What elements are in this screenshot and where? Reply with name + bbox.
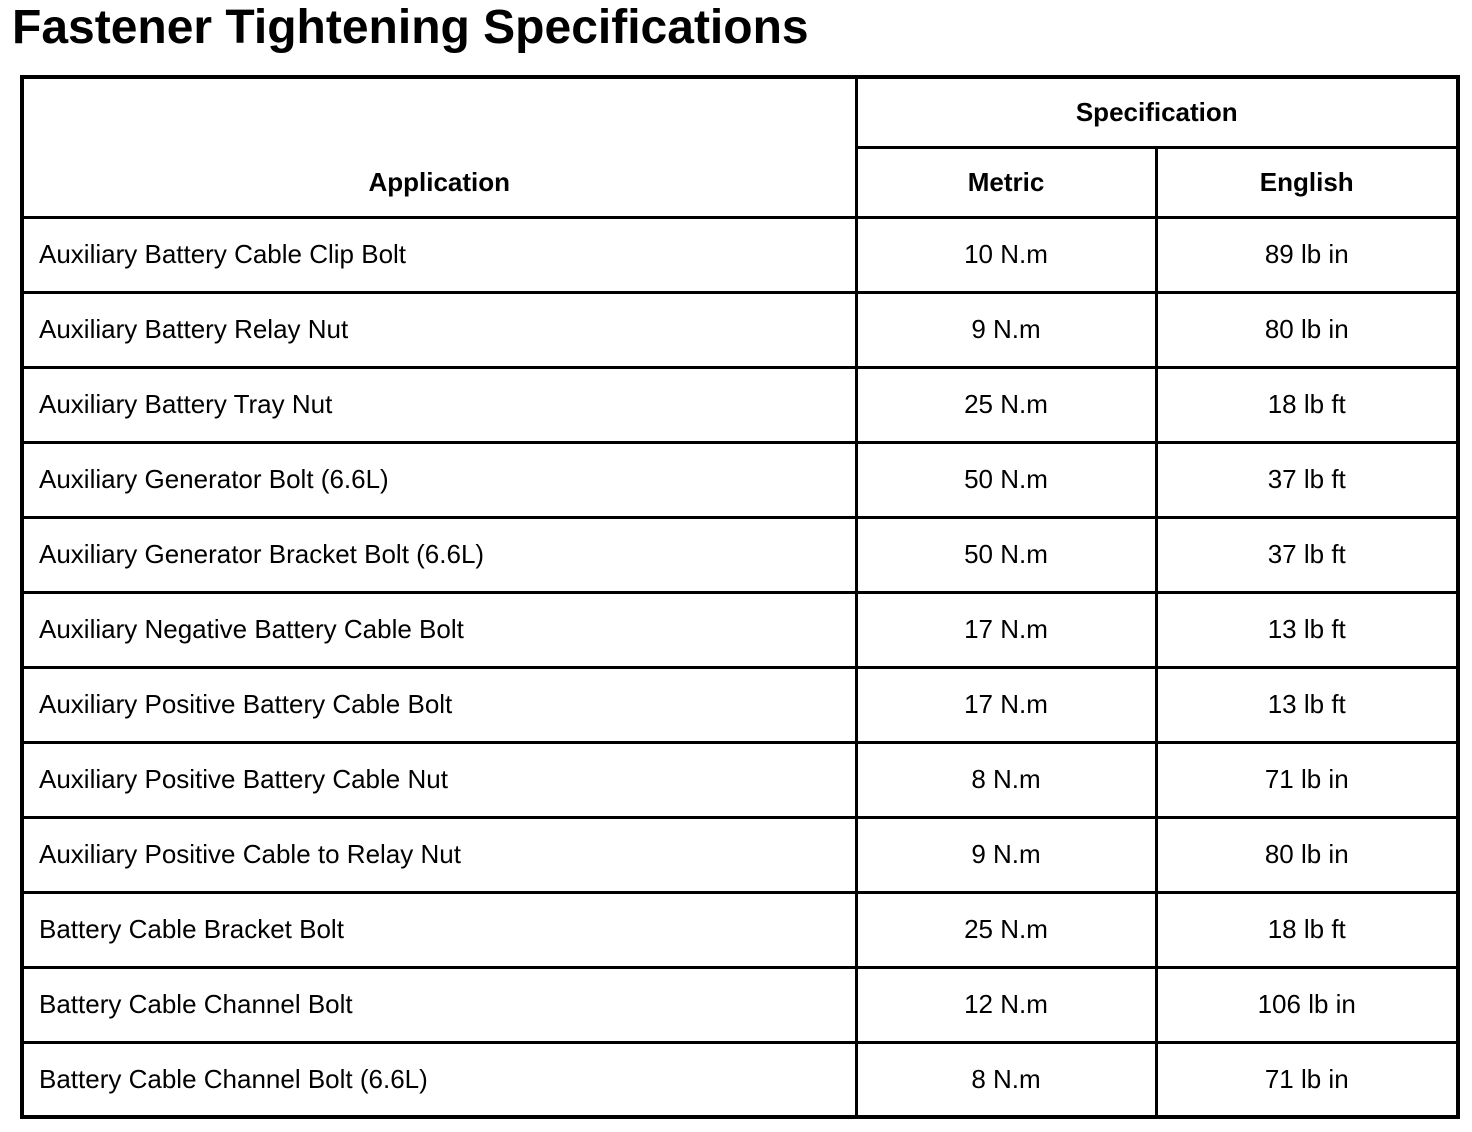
page-title: Fastener Tightening Specifications — [12, 1, 809, 54]
metric-cell: 9 N.m — [856, 817, 1156, 892]
metric-cell: 8 N.m — [856, 1042, 1156, 1117]
metric-cell: 17 N.m — [856, 592, 1156, 667]
english-cell: 13 lb ft — [1156, 667, 1458, 742]
table-row — [22, 817, 1458, 892]
header-application: Application — [22, 77, 856, 217]
table-header — [22, 77, 1458, 217]
english-cell: 37 lb ft — [1156, 517, 1458, 592]
english-cell: 80 lb in — [1156, 292, 1458, 367]
table-row — [22, 967, 1458, 1042]
application-cell: Battery Cable Bracket Bolt — [22, 892, 856, 967]
table-row — [22, 592, 1458, 667]
table-row — [22, 742, 1458, 817]
fastener-spec-table — [20, 75, 1460, 1119]
application-cell: Auxiliary Generator Bracket Bolt (6.6L) — [22, 517, 856, 592]
header-specification: Specification — [856, 77, 1458, 147]
metric-cell: 50 N.m — [856, 517, 1156, 592]
table-row — [22, 517, 1458, 592]
application-cell: Auxiliary Positive Cable to Relay Nut — [22, 817, 856, 892]
metric-cell: 9 N.m — [856, 292, 1156, 367]
table-body — [22, 217, 1458, 1117]
application-cell: Auxiliary Battery Relay Nut — [22, 292, 856, 367]
application-cell: Auxiliary Positive Battery Cable Nut — [22, 742, 856, 817]
application-cell: Auxiliary Negative Battery Cable Bolt — [22, 592, 856, 667]
english-cell: 89 lb in — [1156, 217, 1458, 292]
english-cell: 18 lb ft — [1156, 367, 1458, 442]
table-row — [22, 892, 1458, 967]
application-cell: Battery Cable Channel Bolt (6.6L) — [22, 1042, 856, 1117]
application-cell: Battery Cable Channel Bolt — [22, 967, 856, 1042]
english-cell: 106 lb in — [1156, 967, 1458, 1042]
english-cell: 80 lb in — [1156, 817, 1458, 892]
application-cell: Auxiliary Positive Battery Cable Bolt — [22, 667, 856, 742]
english-cell: 71 lb in — [1156, 742, 1458, 817]
table-row — [22, 217, 1458, 292]
metric-cell: 8 N.m — [856, 742, 1156, 817]
table-row — [22, 442, 1458, 517]
metric-cell: 25 N.m — [856, 367, 1156, 442]
header-english: English — [1156, 147, 1458, 217]
table-row — [22, 667, 1458, 742]
english-cell: 37 lb ft — [1156, 442, 1458, 517]
application-cell: Auxiliary Battery Tray Nut — [22, 367, 856, 442]
application-cell: Auxiliary Generator Bolt (6.6L) — [22, 442, 856, 517]
metric-cell: 10 N.m — [856, 217, 1156, 292]
header-metric: Metric — [856, 147, 1156, 217]
english-cell: 13 lb ft — [1156, 592, 1458, 667]
metric-cell: 50 N.m — [856, 442, 1156, 517]
table-row — [22, 1042, 1458, 1117]
metric-cell: 17 N.m — [856, 667, 1156, 742]
table-row — [22, 367, 1458, 442]
english-cell: 71 lb in — [1156, 1042, 1458, 1117]
application-cell: Auxiliary Battery Cable Clip Bolt — [22, 217, 856, 292]
english-cell: 18 lb ft — [1156, 892, 1458, 967]
metric-cell: 12 N.m — [856, 967, 1156, 1042]
table-row — [22, 292, 1458, 367]
metric-cell: 25 N.m — [856, 892, 1156, 967]
